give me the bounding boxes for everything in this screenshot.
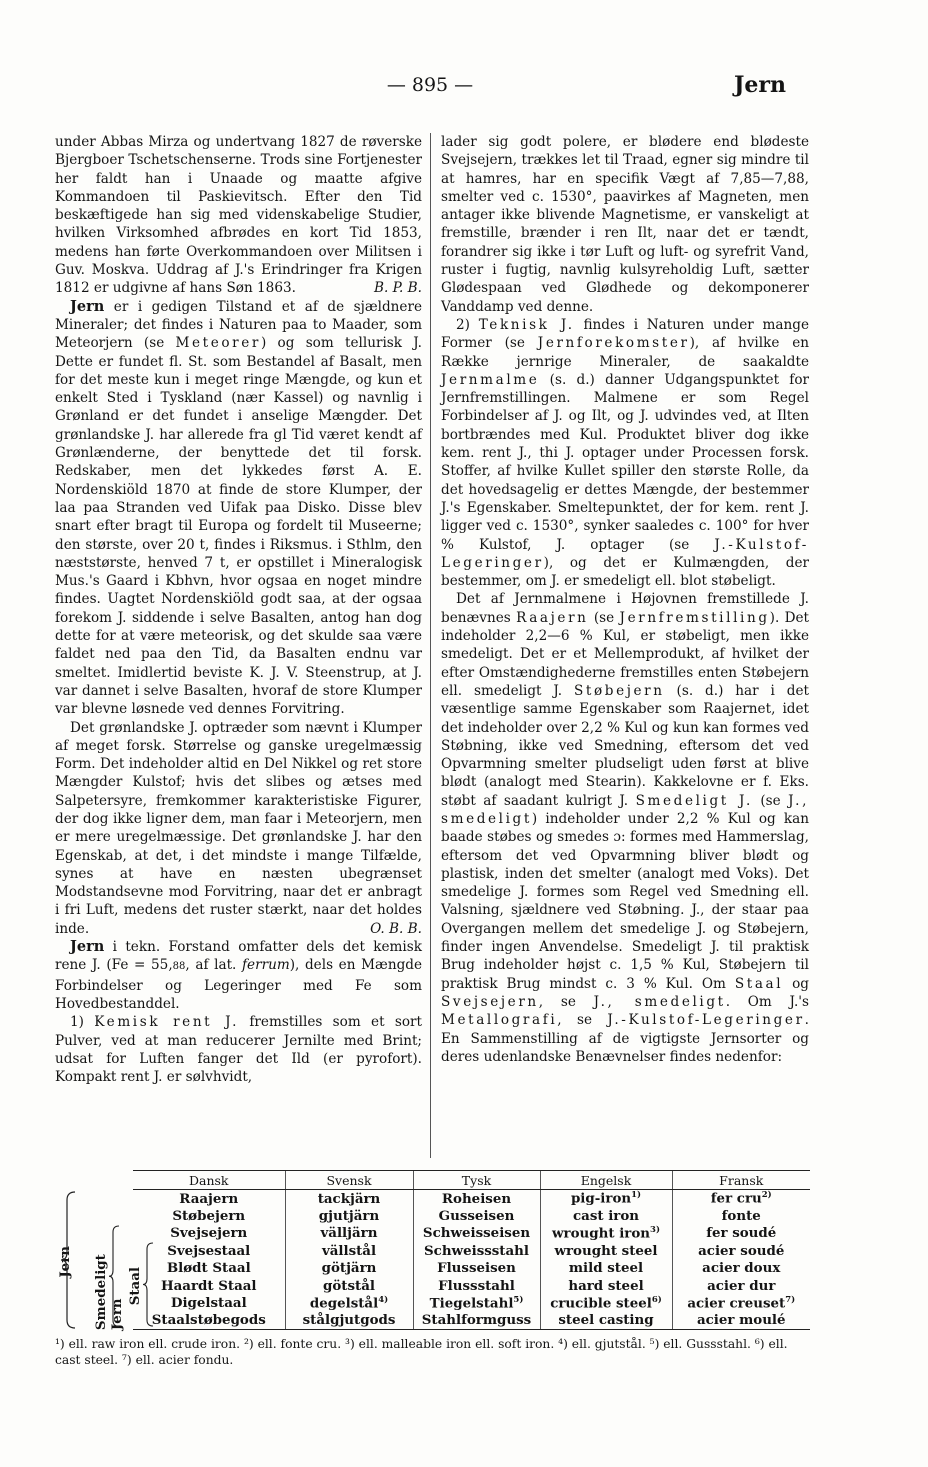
cell-text: götstål — [323, 1277, 375, 1294]
cell-fransk — [672, 1277, 810, 1294]
right-column — [441, 133, 809, 1066]
cross-reference[interactable]: Jernforekomster — [537, 335, 690, 352]
cell-fransk — [672, 1260, 810, 1277]
cross-reference[interactable]: J., smedeligt — [441, 792, 809, 827]
cell-text: degelstål — [309, 1295, 379, 1312]
author-signature: B. P. B. — [374, 280, 422, 297]
cell-tysk — [413, 1277, 540, 1294]
cell-text: Svejsestaal — [167, 1242, 251, 1259]
cross-reference[interactable]: Jernfremstilling — [619, 609, 770, 626]
column-header: Tysk — [413, 1171, 540, 1190]
footnote-marker: 3) — [650, 1225, 660, 1236]
page-number: — 895 — — [386, 74, 474, 96]
cell-text: crucible steel — [550, 1295, 652, 1312]
section-number: 2) — [456, 316, 479, 333]
group-label-smedeligt-jern: Smedeligt Jern — [93, 1254, 125, 1331]
brace-icon — [109, 1224, 123, 1328]
cell-text: Støbejern — [172, 1208, 246, 1225]
iron-names-table — [55, 1170, 810, 1330]
paragraph-text: ) indeholder under 2,2 % Kul og kan baade støbes og smedes ɔ: formes med Hammerslag, eftersom det ved Opvarmning bliver blødt og plastisk, inden det smelter (analogt med Voks). Det smedelige J. formes som Regel ved Smedning ell. Valsning, sjældnere ved Støbning. J., der staar paa Overgangen mellem det smedelige J. og Støbejern, finder ingen Anvendelse. Smedeligt J. til praktisk Brug indeholder højst c. 1,5 % Kul, Støbejern til praktisk Brug mindst c. 3 % Kul. Om — [441, 810, 809, 992]
cell-text: Blødt Staal — [166, 1260, 251, 1277]
paragraph-iron-types — [441, 590, 809, 1066]
table-row — [55, 1260, 810, 1277]
paragraph-text: og — [783, 975, 809, 992]
cell-text: mild steel — [568, 1260, 644, 1277]
cell-tysk — [413, 1225, 540, 1242]
column-header: Fransk — [672, 1171, 810, 1190]
cell-text: cast iron — [572, 1208, 640, 1225]
cell-fransk — [672, 1242, 810, 1259]
cell-text: hard steel — [568, 1277, 644, 1294]
cross-reference[interactable]: Staal — [734, 975, 784, 992]
paragraph-text: under Abbas Mirza og undertvang 1827 de røverske Bjergboer Tschetschenserne. Trods sine Fortjenester her faldt han i Unaade og maatte afgive Kommandoen til Paskievitsch. Efter den Tid beskæftigede han sig med videnskabelige Studier, hvilken Virksomhed afbrødes en kort Tid 1853, medens han førte Overkommandoen over Militsen i Guv. Moskva. Uddrag af J.'s Erindringer fra Krigen 1812 er udgivne af hans Søn 1863. — [55, 134, 422, 297]
cell-text: vällstål — [321, 1242, 377, 1259]
paragraph-chemically-pure — [55, 1013, 422, 1086]
cell-text: fonte — [721, 1208, 761, 1225]
cell-svensk — [285, 1242, 413, 1259]
cross-reference[interactable]: Metallografi — [441, 1012, 558, 1029]
cell-engelsk — [540, 1242, 672, 1259]
paragraph-text: ), af hvilke en Række jernrige Mineraler, de saakaldte — [441, 335, 809, 370]
cell-text: Schweissstahl — [424, 1242, 529, 1259]
cell-text: Staalstøbegods — [151, 1312, 266, 1329]
table-row — [55, 1242, 810, 1259]
cell-text: acier moulé — [696, 1312, 786, 1329]
cell-engelsk — [540, 1207, 672, 1224]
cell-text: pig-iron — [570, 1190, 632, 1207]
running-head: Jern — [734, 72, 786, 98]
cell-fransk — [672, 1294, 810, 1311]
cell-engelsk — [540, 1260, 672, 1277]
paragraph-technical-iron — [441, 316, 809, 590]
cell-text: välljärn — [320, 1225, 378, 1242]
cell-dansk — [133, 1190, 285, 1208]
cell-text: Digelstaal — [170, 1295, 247, 1312]
paragraph-jern-technical — [55, 938, 422, 1013]
cell-engelsk — [540, 1277, 672, 1294]
paragraph-text: ), og det er Kulmængden, der bestemmer, om J. er smedeligt ell. blot støbeligt. — [441, 554, 809, 590]
spaced-term: Teknisk J. — [478, 316, 575, 333]
cell-text: Gusseisen — [438, 1208, 515, 1225]
spaced-term: Raajern — [516, 609, 589, 626]
cell-svensk — [285, 1190, 413, 1208]
cell-text: Flusseisen — [437, 1260, 516, 1277]
paragraph-text: . Om J.'s — [725, 993, 809, 1010]
spaced-term: Kemisk rent J. — [94, 1014, 240, 1031]
cell-text: Schweisseisen — [422, 1225, 531, 1242]
cell-text: götjärn — [321, 1260, 377, 1277]
cross-reference[interactable]: J.-Kulstof-Legeringer — [607, 1012, 805, 1029]
cell-svensk — [285, 1207, 413, 1224]
paragraph-text: (se — [752, 792, 789, 809]
author-signature: O. B. B. — [370, 920, 422, 937]
paragraph-text: (s. d.) danner Udgangspunktet for Jernfremstillingen. Malmene er som Regel Forbindelser af J. og Ilt, og J. udvindes ved, at Ilten bortbrændes med Kul. Produktet bliver dog ikke kem. rent J., thi J. optager under Processen forsk. Stoffer, af hvilke Kullet spiller den største Rolle, da det hovedsagelig er dettes Mængde, der bestemmer J.'s Egenskaber. Smeltepunktet, der for kem. rent J. ligger ved c. 1530°, synker saaledes c. 100° for hver % Kulstof, J. optager (se — [441, 371, 809, 553]
paragraph-text: (se — [588, 609, 620, 626]
cell-text: tackjärn — [317, 1190, 381, 1207]
cell-engelsk — [540, 1312, 672, 1330]
brace-icon — [143, 1241, 157, 1328]
footnotes: ¹) ell. raw iron ell. crude iron. ²) ell. fonte cru. ³) ell. malleable iron ell. soft iron. ⁴) ell. gjutstål. ⁵) ell. Gussstahl. ⁶) ell. cast steel. ⁷) ell. acier fondu. — [55, 1337, 788, 1367]
paragraph-text: Det af Jernmalmene i Højovnen fremstillede J. benævnes — [441, 591, 809, 626]
group-label-staal: Staal — [127, 1266, 143, 1305]
cell-text: fer cru — [710, 1190, 762, 1207]
cell-text: acier dur — [707, 1277, 776, 1294]
cell-text: Raajern — [179, 1190, 239, 1207]
paragraph-text: ), dels en Mængde Forbindelser og Legeringer med Fe som Hovedbestanddel. — [55, 957, 423, 1012]
column-header: Dansk — [133, 1171, 285, 1190]
footnote-marker: 1) — [631, 1190, 642, 1201]
cell-tysk — [413, 1294, 540, 1311]
paragraph-greenland-iron — [55, 719, 422, 939]
cell-text: gjutjärn — [318, 1208, 380, 1225]
cross-reference[interactable]: Svejsejern — [441, 993, 539, 1010]
paragraph-biography-end — [55, 133, 422, 298]
cross-reference[interactable]: J.-Kulstof-Legeringer — [441, 536, 809, 571]
cell-text: Stahlformguss — [421, 1312, 532, 1329]
paragraph-text: . En Sammenstilling af de vigtigste Jernsorter og deres udenlandske Benævnelser findes nedenfor: — [441, 1012, 809, 1065]
spaced-term: Støbejern — [574, 682, 665, 699]
decimal-digits: 88 — [172, 961, 186, 973]
cell-tysk — [413, 1312, 540, 1330]
cell-text: fer soudé — [706, 1225, 777, 1242]
column-divider — [430, 133, 431, 1158]
cell-engelsk — [540, 1225, 672, 1242]
cross-reference[interactable]: J., smedeligt — [593, 993, 726, 1010]
cell-tysk — [413, 1190, 540, 1208]
cell-tysk — [413, 1260, 540, 1277]
cell-svensk — [285, 1260, 413, 1277]
group-label-header — [55, 1171, 133, 1190]
cell-text: Tiegelstahl — [429, 1295, 514, 1312]
cell-text: wrought steel — [554, 1242, 658, 1259]
table-row — [55, 1207, 810, 1224]
cell-svensk — [285, 1294, 413, 1311]
cell-tysk — [413, 1207, 540, 1224]
paragraph-text: , se — [538, 993, 594, 1010]
spaced-term: Smedeligt J. — [635, 792, 753, 809]
column-header: Svensk — [285, 1171, 413, 1190]
cell-text: Roheisen — [441, 1190, 512, 1207]
cell-text: steel casting — [558, 1312, 654, 1329]
paragraph-text: i tekn. Forstand omfatter dels det kemisk rene J. (Fe = 55, — [55, 939, 422, 974]
paragraph-text: , af lat. — [185, 957, 242, 974]
cell-text: Svejsejern — [170, 1225, 248, 1242]
footnote-marker: 6) — [651, 1294, 662, 1305]
cell-svensk — [285, 1225, 413, 1242]
iron-types-table — [55, 1170, 810, 1330]
table-row — [55, 1190, 810, 1208]
cell-fransk — [672, 1225, 810, 1242]
cell-svensk — [285, 1277, 413, 1294]
footnote-marker: 4) — [378, 1294, 389, 1305]
cell-text: wrought iron — [552, 1225, 651, 1242]
cell-text: acier doux — [702, 1260, 781, 1277]
footnote-marker: 7) — [785, 1294, 796, 1305]
cell-svensk — [285, 1312, 413, 1330]
cell-fransk — [672, 1207, 810, 1224]
paragraph-text: lader sig godt polere, er blødere end blødeste Svejsejern, trækkes let til Traad, egner sig mindre til at hamres, har en specifik Vægt af 7,85—7,88, smelter ved c. 1530°, paavirkes af Magneten, men antager ikke blivende Magnetisme, er vanskeligt at fremstille, brænder i ren Ilt, naar det er tændt, forandrer sig ikke i tør Luft og luft- og syrefrit Vand, ruster i fugtig, navnlig kulsyreholdig Luft, sætter Glødespaan ved Glødhede og dekomponerer Vanddamp ved denne. — [441, 134, 809, 315]
cell-dansk — [133, 1207, 285, 1224]
table-row — [55, 1294, 810, 1311]
paragraph-text: (s. d.) har i det væsentlige samme Egenskaber som Raajernet, idet det indeholder over 2,2 % Kul og kun kan formes ved Støbning, ikke ved Smedning, eftersom det ved Opvarmning smelter pludseligt uden først at blive blødt (analogt med Stearin). Kakkelovne er f. Eks. støbt af saadant kulrigt J. — [441, 682, 809, 809]
footnote-marker: 2) — [761, 1190, 772, 1201]
left-column — [55, 133, 422, 1086]
cell-fransk — [672, 1312, 810, 1330]
table-row — [55, 1225, 810, 1242]
paragraph-pure-iron-properties — [441, 133, 809, 316]
latin-term: ferrum — [242, 957, 290, 974]
cross-reference[interactable]: Meteorer — [175, 335, 261, 352]
cell-engelsk — [540, 1190, 672, 1208]
column-header: Engelsk — [540, 1171, 672, 1190]
group-label-jern — [55, 1190, 77, 1330]
cell-text: stålgjutgods — [302, 1312, 396, 1329]
cell-engelsk — [540, 1294, 672, 1311]
headword: Jern — [70, 938, 105, 956]
paragraph-jern-natural — [55, 298, 422, 719]
paragraph-text: Det grønlandske J. optræder som nævnt i Klumper af meget forsk. Størrelse og ganske uregelmæssig Form. Det indeholder altid en Del Nikkel og ret store Mængder Kulstof; hvis det slibes og ætses med Salpetersyre, fremkommer karakteristiske Figurer, der dog ikke ligner dem, man faar i Meteorjern, men er mere uregelmæssige. Det grønlandske J. har den Egenskab, at det, i det mindste i mange Tilfælde, synes at have en næsten ubegrænset Modstandsevne mod Forvitring, naar det er anbragt i fri Luft, medens det ruster stærkt, naar det holdes inde. — [55, 719, 422, 937]
table-row — [55, 1312, 810, 1330]
headword: Jern — [70, 297, 105, 315]
paragraph-text: findes i Naturen under mange Former (se — [441, 316, 809, 352]
paragraph-text: ) og som tellurisk J. Dette er fundet fl. St. som Bestandel af Basalt, men for det meste kun i meget ringe Mængde, og kun et enkelt Sted i Tyskland (nær Kassel) og navnlig i Grønland er det fundet i anselige Mængder. Det grønlandske J. har allerede fra gl Tid været kendt af Grønlænderne, der benyttede det til forsk. Redskaber, men det lykkedes først A. E. Nordenskiöld 1870 at finde de store Klumper, der laa paa Stranden ved Uifak paa Disko. Disse blev snart efter bragt til Europa og fordelt til Museerne; den største, over 20 t, findes i Riksmus. i Sthlm, den næststørste, henved 7 t, er opstillet i Mineralogisk Mus.'s Gaard i Kbhvn, hvor ogsaa en noget mindre findes. Uagtet Nordenskiöld godt saa, at der ogsaa forekom J. siddende i selve Basalten, antog han dog dette for at være meteorisk, og det skulde saa være faldet ned paa den Tid, da Basalten endnu var smeltet. Imidlertid beviste K. J. V. Steenstrup, at J. var dannet i selve Basalten, hvoraf de store Klumper var blevne løsnede ved dennes Forvitring. — [55, 335, 422, 718]
spaced-term: Jernmalme — [441, 371, 540, 388]
cell-text: Haardt Staal — [160, 1277, 257, 1294]
paragraph-text: , se — [557, 1012, 608, 1029]
paragraph-text: fremstilles som et sort Pulver, ved at man reducerer Jernilte med Brint; udsat for Luften fanger det Ild (er pyrofort). Kompakt rent J. er sølvhvidt, — [55, 1014, 422, 1086]
cell-tysk — [413, 1242, 540, 1259]
paragraph-text: ). Det indeholder 2,2—6 % Kul, er støbeligt, men ikke smedeligt. Det er et Mellemprodukt, af hvilket der efter Omstændighederne fremstilles enten Støbejern ell. smedeligt J. — [441, 609, 809, 699]
cell-fransk — [672, 1190, 810, 1208]
footnote-marker: 5) — [513, 1294, 524, 1305]
cell-text: acier creuset — [687, 1295, 786, 1312]
paragraph-text: er i gedigen Tilstand et af de sjældnere Mineraler; det findes i Naturen paa to Maader, som Meteorjern (se — [55, 298, 422, 352]
cell-dansk — [133, 1225, 285, 1242]
cell-text: Flussstahl — [438, 1277, 515, 1294]
table-body — [55, 1190, 810, 1330]
cell-text: acier soudé — [698, 1242, 785, 1259]
table-row — [55, 1277, 810, 1294]
group-label-text: Jern — [57, 1245, 73, 1278]
section-number: 1) — [70, 1014, 95, 1031]
